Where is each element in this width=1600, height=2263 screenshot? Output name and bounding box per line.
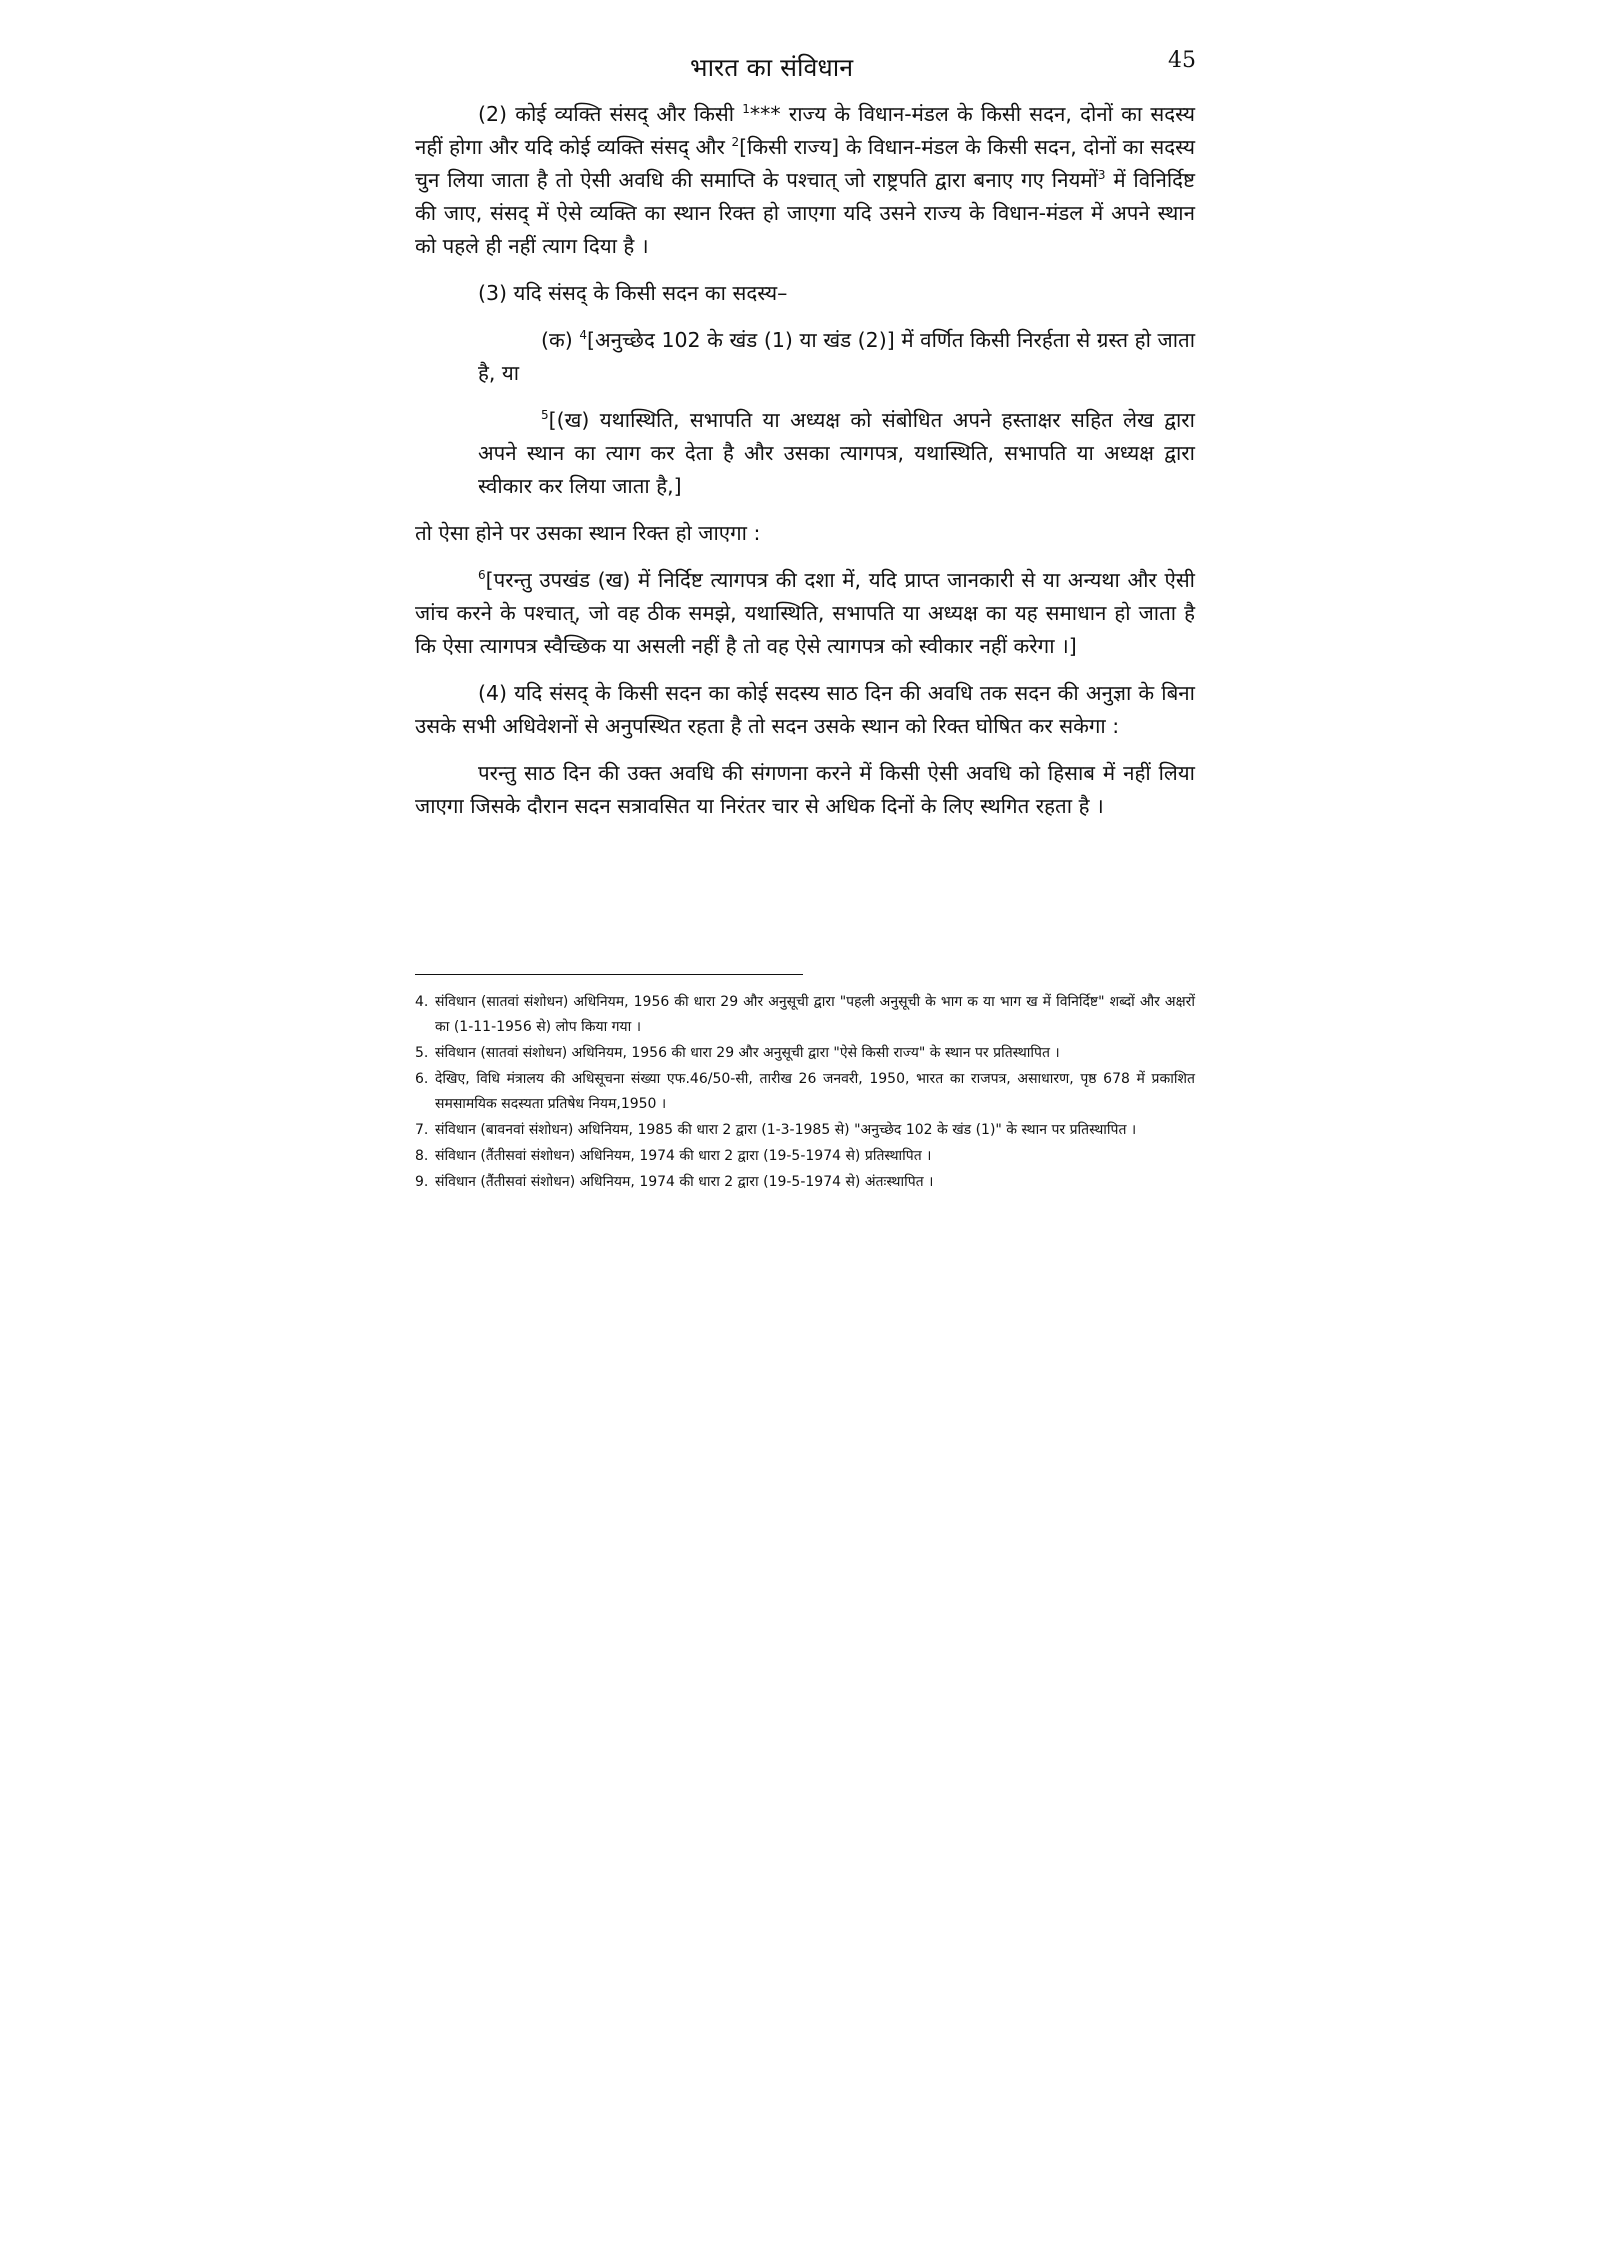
footnote-number: 9. [415, 1174, 429, 1190]
footnote-number: 7. [415, 1122, 429, 1138]
footnote [415, 1170, 1195, 1195]
page-number: 45 [1168, 48, 1196, 73]
paragraph [415, 277, 1195, 310]
paragraph-text: [अनुच्छेद 102 के खंड (1) या खंड (2)] में वर्णित किसी निरर्हता से ग्रस्त हो जाता है, या [478, 328, 1195, 385]
paragraph-text: [(ख) यथास्थिति, सभापति या अध्यक्ष को संबोधित अपने हस्ताक्षर सहित लेख द्वारा अपने स्थान का त्याग कर देता है और उसका त्यागपत्र, यथास्थिति, सभापति या अध्यक्ष द्वारा स्वीकार कर लिया जाता है,] [478, 408, 1195, 498]
footnote [415, 1067, 1195, 1117]
footnote-text: संविधान (तैंतीसवां संशोधन) अधिनियम, 1974 की धारा 2 द्वारा (19-5-1974 से) अंतःस्थापित । [435, 1174, 934, 1190]
paragraph-text: में विनिर्दिष्ट की जाए, संसद् में ऐसे व्यक्ति का स्थान रिक्त हो जाएगा यदि उसने राज्य के विधान-मंडल में अपने स्थान को पहले ही नहीं त्याग दिया है । [415, 168, 1195, 258]
footnote-reference: 5 [541, 408, 549, 423]
paragraph-text: [किसी राज्य] के विधान-मंडल के किसी सदन, दोनों का सदस्य चुन लिया जाता है तो ऐसी अवधि की समाप्ति के पश्चात् जो राष्ट्रपति द्वारा बनाए गए नियमों [415, 135, 1195, 192]
page-title: भारत का संविधान [690, 53, 854, 82]
footnote [415, 1118, 1195, 1143]
footnote [415, 990, 1195, 1040]
footnote-reference: 2 [731, 135, 740, 150]
paragraph-text: (2) कोई व्यक्ति संसद् और किसी [478, 102, 743, 126]
paragraph [415, 564, 1195, 663]
footnote-reference: 1 [742, 102, 750, 117]
footnote-divider [415, 974, 803, 975]
paragraph [415, 517, 1195, 550]
footnote [415, 1144, 1195, 1169]
body-text [415, 98, 1195, 837]
paragraph-text: [परन्तु उपखंड (ख) में निर्दिष्ट त्यागपत्र की दशा में, यदि प्राप्त जानकारी से या अन्यथा और ऐसी जांच करने के पश्चात्, जो वह ठीक समझे, यथास्थिति, सभापति या अध्यक्ष का यह समाधान हो जाता है कि ऐसा त्यागपत्र स्वैच्छिक या असली नहीं है तो वह ऐसे त्यागपत्र को स्वीकार नहीं करेगा ।] [415, 568, 1195, 658]
paragraph-text: (4) यदि संसद् के किसी सदन का कोई सदस्य साठ दिन की अवधि तक सदन की अनुज्ञा के बिना उसके सभी अधिवेशनों से अनुपस्थित रहता है तो सदन उसके स्थान को रिक्त घोषित कर सकेगा : [415, 681, 1195, 738]
footnote-reference: 6 [478, 568, 486, 583]
footnote-text: संविधान (बावनवां संशोधन) अधिनियम, 1985 की धारा 2 द्वारा (1-3-1985 से) "अनुच्छेद 102 के खंड (1)" के स्थान पर प्रतिस्थापित । [435, 1122, 1137, 1138]
footnote-text: संविधान (सातवां संशोधन) अधिनियम, 1956 की धारा 29 और अनुसूची द्वारा "पहली अनुसूची के भाग क या भाग ख में विनिर्दिष्ट" शब्दों और अक्षरों का (1-11-1956 से) लोप किया गया । [435, 994, 1195, 1035]
footnote [415, 1041, 1195, 1066]
footnote-text: संविधान (सातवां संशोधन) अधिनियम, 1956 की धारा 29 और अनुसूची द्वारा "ऐसे किसी राज्य" के स्थान पर प्रतिस्थापित । [435, 1045, 1060, 1061]
paragraph-text: (3) यदि संसद् के किसी सदन का सदस्य– [478, 281, 788, 305]
paragraph [415, 757, 1195, 823]
footnotes [415, 990, 1195, 1196]
footnote-reference: 4 [579, 328, 587, 343]
footnote-number: 8. [415, 1148, 429, 1164]
footnote-reference: 3 [1097, 168, 1106, 183]
footnote-number: 5. [415, 1045, 429, 1061]
paragraph-text: तो ऐसा होने पर उसका स्थान रिक्त हो जाएगा : [415, 521, 761, 545]
paragraph [415, 98, 1195, 263]
footnote-text: देखिए, विधि मंत्रालय की अधिसूचना संख्या एफ.46/50-सी, तारीख 26 जनवरी, 1950, भारत का राजपत्र, असाधारण, पृष्ठ 678 में प्रकाशित समसामयिक सदस्यता प्रतिषेध नियम,1950 । [435, 1071, 1195, 1112]
footnote-number: 4. [415, 994, 429, 1010]
paragraph-text: परन्तु साठ दिन की उक्त अवधि की संगणना करने में किसी ऐसी अवधि को हिसाब में नहीं लिया जाएगा जिसके दौरान सदन सत्रावसित या निरंतर चार से अधिक दिनों के लिए स्थगित रहता है । [415, 761, 1195, 818]
footnote-number: 6. [415, 1071, 429, 1087]
footnote-text: संविधान (तैंतीसवां संशोधन) अधिनियम, 1974 की धारा 2 द्वारा (19-5-1974 से) प्रतिस्थापित । [435, 1148, 932, 1164]
paragraph-text: *** राज्य के विधान-मंडल के किसी सदन, दोनों का सदस्य नहीं होगा और यदि कोई व्यक्ति संसद् और [415, 102, 1195, 159]
paragraph-text: (क) [541, 328, 580, 352]
paragraph [415, 677, 1195, 743]
paragraph [478, 324, 1195, 390]
paragraph [478, 404, 1195, 503]
